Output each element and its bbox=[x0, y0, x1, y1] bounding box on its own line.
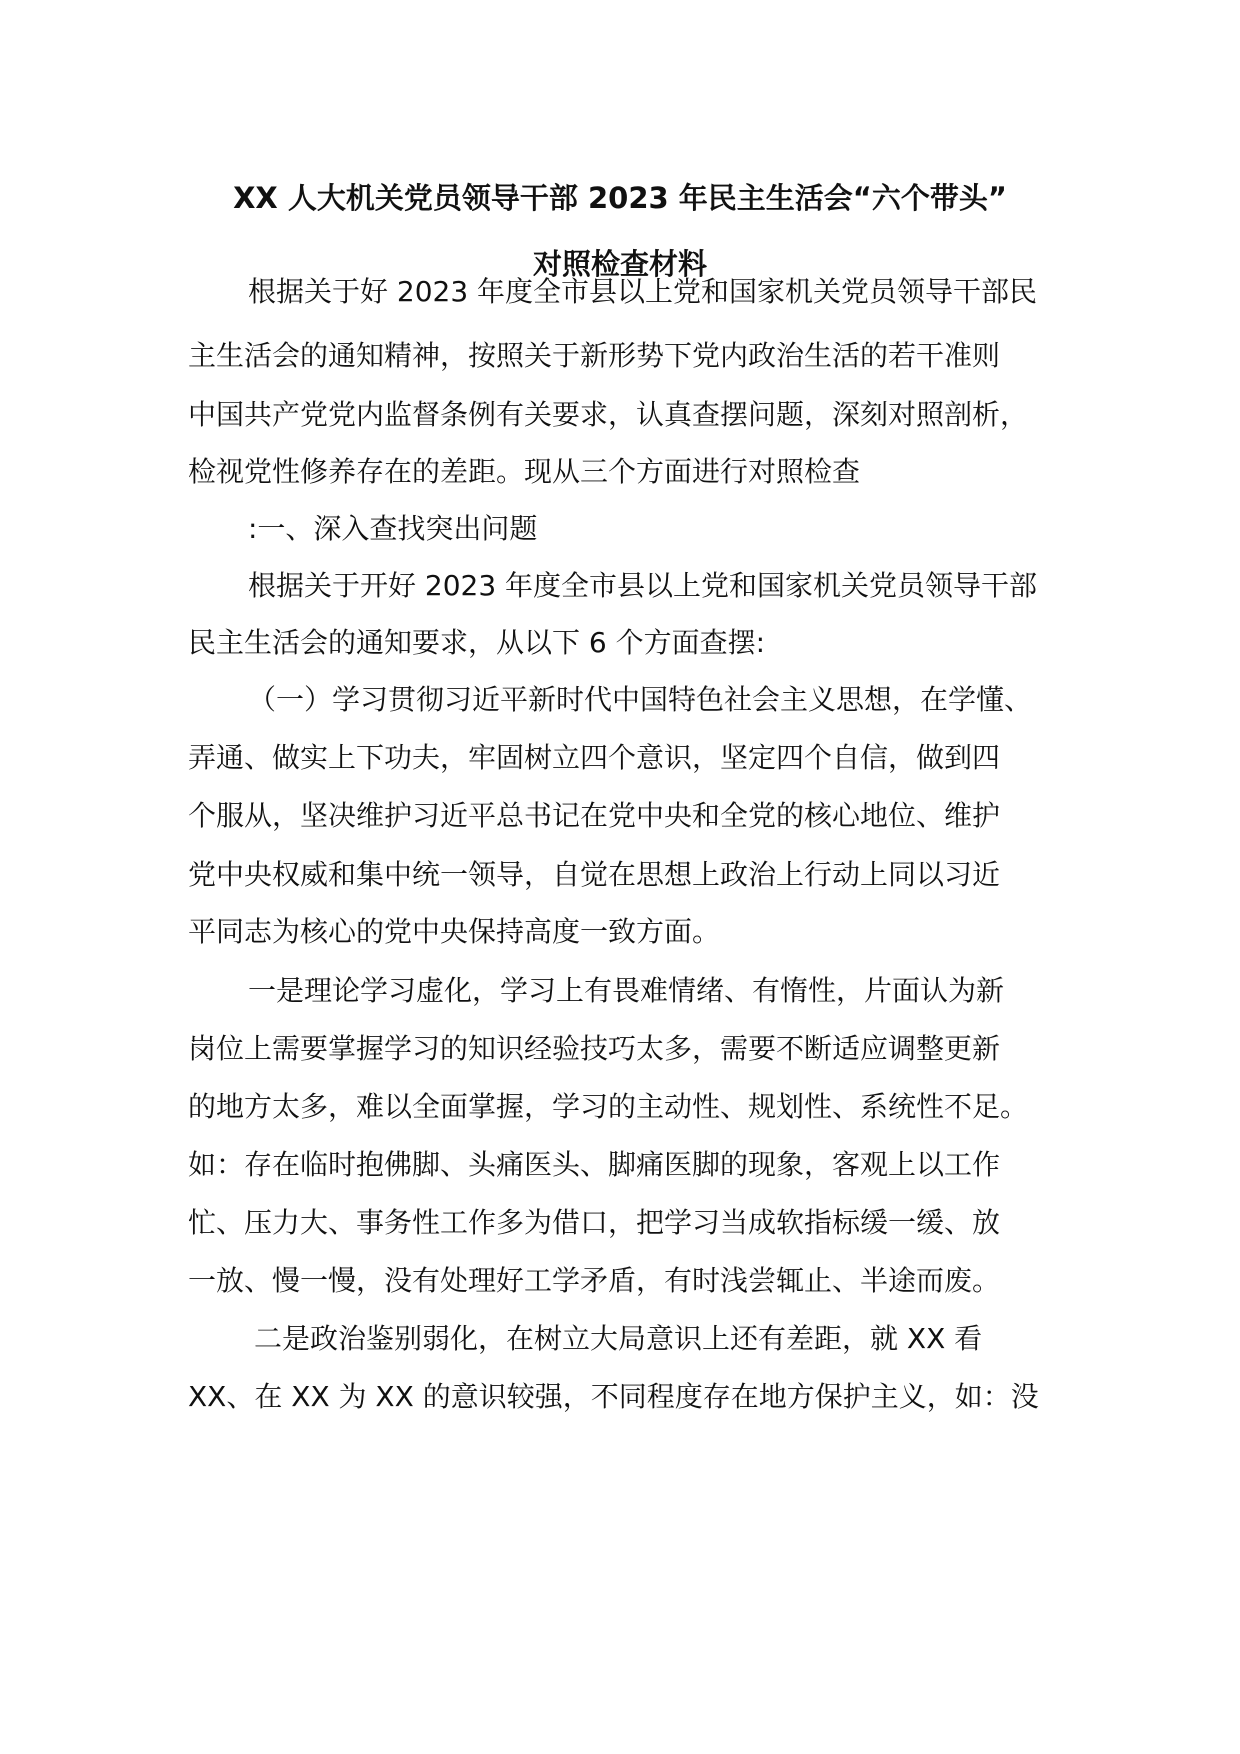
body-line: 一放、慢一慢，没有处理好工学矛盾，有时浅尝辄止、半途而废。 bbox=[188, 1264, 1001, 1297]
body-line: 二是政治鉴别弱化，在树立大局意识上还有差距，就 XX 看 bbox=[254, 1322, 983, 1355]
subsection-heading: （一）学习贯彻习近平新时代中国特色社会主义思想，在学懂、 bbox=[248, 683, 1033, 716]
body-line: 主生活会的通知精神，按照关于新形势下党内政治生活的若干准则 bbox=[188, 339, 1001, 372]
document-title-line-2: 对照检查材料 bbox=[532, 247, 707, 281]
body-line: 一是理论学习虚化，学习上有畏难情绪、有惰性，片面认为新 bbox=[248, 974, 1005, 1007]
body-line: 根据关于好 2023 年度全市县以上党和国家机关党员领导干部民 bbox=[248, 275, 1038, 308]
body-line: 如：存在临时抱佛脚、头痛医头、脚痛医脚的现象，客观上以工作 bbox=[188, 1148, 1001, 1181]
body-line: 平同志为核心的党中央保持高度一致方面。 bbox=[188, 915, 721, 948]
body-line: 个服从，坚决维护习近平总书记在党中央和全党的核心地位、维护 bbox=[188, 799, 1001, 832]
section-heading: :一、深入查找突出问题 bbox=[248, 512, 538, 545]
body-line: 检视党性修养存在的差距。现从三个方面进行对照检查 bbox=[188, 455, 861, 488]
body-line: 中国共产党党内监督条例有关要求，认真查摆问题，深刻对照剖析， bbox=[188, 398, 1029, 431]
body-line: 党中央权威和集中统一领导，自觉在思想上政治上行动上同以习近 bbox=[188, 858, 1001, 891]
body-line: 弄通、做实上下功夫，牢固树立四个意识，坚定四个自信，做到四 bbox=[188, 741, 1001, 774]
body-line: 的地方太多，难以全面掌握，学习的主动性、规划性、系统性不足。 bbox=[188, 1090, 1029, 1123]
body-line: XX、在 XX 为 XX 的意识较强，不同程度存在地方保护主义，如：没 bbox=[188, 1380, 1039, 1413]
body-line: 根据关于开好 2023 年度全市县以上党和国家机关党员领导干部 bbox=[248, 569, 1038, 602]
body-line: 忙、压力大、事务性工作多为借口，把学习当成软指标缓一缓、放 bbox=[188, 1206, 1001, 1239]
body-line: 民主生活会的通知要求，从以下 6 个方面查摆: bbox=[188, 626, 766, 659]
document-title-line-1: XX 人大机关党员领导干部 2023 年民主生活会“六个带头” bbox=[233, 181, 1007, 215]
body-line: 岗位上需要掌握学习的知识经验技巧太多，需要不断适应调整更新 bbox=[188, 1032, 1001, 1065]
